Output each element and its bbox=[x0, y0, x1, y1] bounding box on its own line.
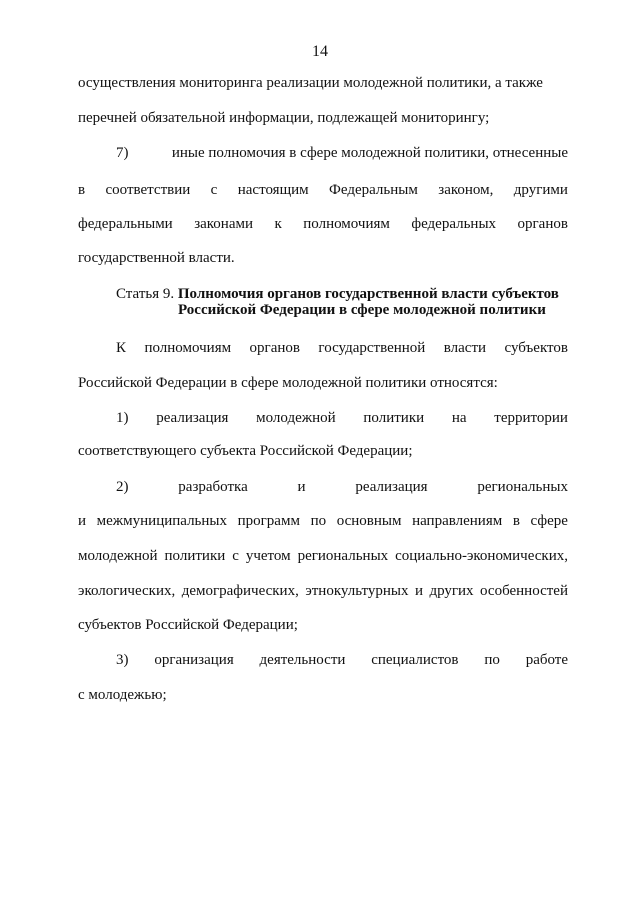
article-prefix: Статья 9. bbox=[116, 286, 175, 302]
list-number: 7) bbox=[116, 145, 129, 161]
list-item-7-line bbox=[116, 143, 568, 163]
word: по bbox=[484, 652, 500, 668]
text-line: Российской Федерации в сфере молодежной политики относятся: bbox=[78, 375, 498, 391]
word: по bbox=[310, 513, 327, 529]
article-heading-line2: Российской Федерации в сфере молодежной политики bbox=[178, 302, 546, 318]
word: особенностей bbox=[480, 583, 568, 599]
word: направлениям bbox=[412, 513, 503, 529]
word: деятельности bbox=[259, 652, 346, 668]
text-line-justified bbox=[78, 214, 568, 234]
word: учетом bbox=[245, 548, 291, 564]
word: основным bbox=[336, 513, 402, 529]
word: на bbox=[451, 410, 467, 426]
word: законами bbox=[194, 216, 254, 232]
word: молодежной bbox=[256, 410, 336, 426]
text-line-justified bbox=[78, 180, 568, 200]
word: с bbox=[232, 548, 239, 564]
word: специалистов bbox=[371, 652, 459, 668]
word: с bbox=[210, 182, 218, 198]
list-item-3-line bbox=[116, 650, 568, 670]
word: работе bbox=[525, 652, 568, 668]
list-number: 1) bbox=[116, 410, 129, 426]
word: другими bbox=[513, 182, 568, 198]
word: социально-экономических, bbox=[395, 548, 568, 564]
word: власти bbox=[443, 340, 487, 356]
word: и bbox=[297, 479, 306, 495]
word: региональных bbox=[477, 479, 568, 495]
word: реализация bbox=[355, 479, 428, 495]
word: К bbox=[116, 340, 127, 356]
text-line: перечней обязательной информации, подлежащей мониторингу; bbox=[78, 110, 490, 126]
text-line: государственной власти. bbox=[78, 250, 235, 266]
word: региональных bbox=[297, 548, 389, 564]
word: Федеральным bbox=[329, 182, 418, 198]
word: органов bbox=[249, 340, 300, 356]
word: организация bbox=[154, 652, 234, 668]
word: экологических, bbox=[78, 583, 176, 599]
word: настоящим bbox=[237, 182, 309, 198]
word: программ bbox=[237, 513, 300, 529]
text-line: осуществления мониторинга реализации молодежной политики, а также bbox=[78, 75, 543, 91]
word: и bbox=[78, 513, 87, 529]
word: демографических, bbox=[181, 583, 299, 599]
article-title: Полномочия органов государственной власти субъектов bbox=[177, 286, 559, 302]
text-line-justified bbox=[78, 511, 568, 531]
text-line: с молодежью; bbox=[78, 687, 167, 703]
word: реализация bbox=[156, 410, 229, 426]
word: в bbox=[512, 513, 520, 529]
text-line-justified bbox=[78, 546, 568, 566]
text-line: субъектов Российской Федерации; bbox=[78, 617, 298, 633]
text-line-justified bbox=[116, 338, 568, 358]
list-item-1-line bbox=[116, 408, 568, 428]
text-line: соответствующего субъекта Российской Федерации; bbox=[78, 443, 413, 459]
list-number: 3) bbox=[116, 652, 129, 668]
word: молодежной bbox=[78, 548, 158, 564]
word: государственной bbox=[318, 340, 426, 356]
word: федеральных bbox=[411, 216, 497, 232]
word: субъектов bbox=[504, 340, 568, 356]
word: полномочиям bbox=[303, 216, 390, 232]
word: федеральными bbox=[78, 216, 173, 232]
word: сфере bbox=[530, 513, 568, 529]
word: и bbox=[414, 583, 423, 599]
word: к bbox=[274, 216, 282, 232]
word: политики bbox=[164, 548, 226, 564]
text-segment: иные полномочия в сфере молодежной политики, отнесенные bbox=[171, 145, 568, 161]
word: законом, bbox=[438, 182, 494, 198]
list-item-2-line bbox=[116, 477, 568, 497]
word: политики bbox=[363, 410, 425, 426]
list-number: 2) bbox=[116, 479, 129, 495]
word: соответствии bbox=[105, 182, 191, 198]
page-number: 14 bbox=[312, 43, 328, 60]
text-line-justified bbox=[78, 581, 568, 601]
word: территории bbox=[494, 410, 568, 426]
word: полномочиям bbox=[144, 340, 232, 356]
word: в bbox=[78, 182, 86, 198]
word: органов bbox=[517, 216, 568, 232]
word: этнокультурных bbox=[305, 583, 409, 599]
word: других bbox=[429, 583, 474, 599]
word: межмуниципальных bbox=[96, 513, 228, 529]
word: разработка bbox=[178, 479, 248, 495]
